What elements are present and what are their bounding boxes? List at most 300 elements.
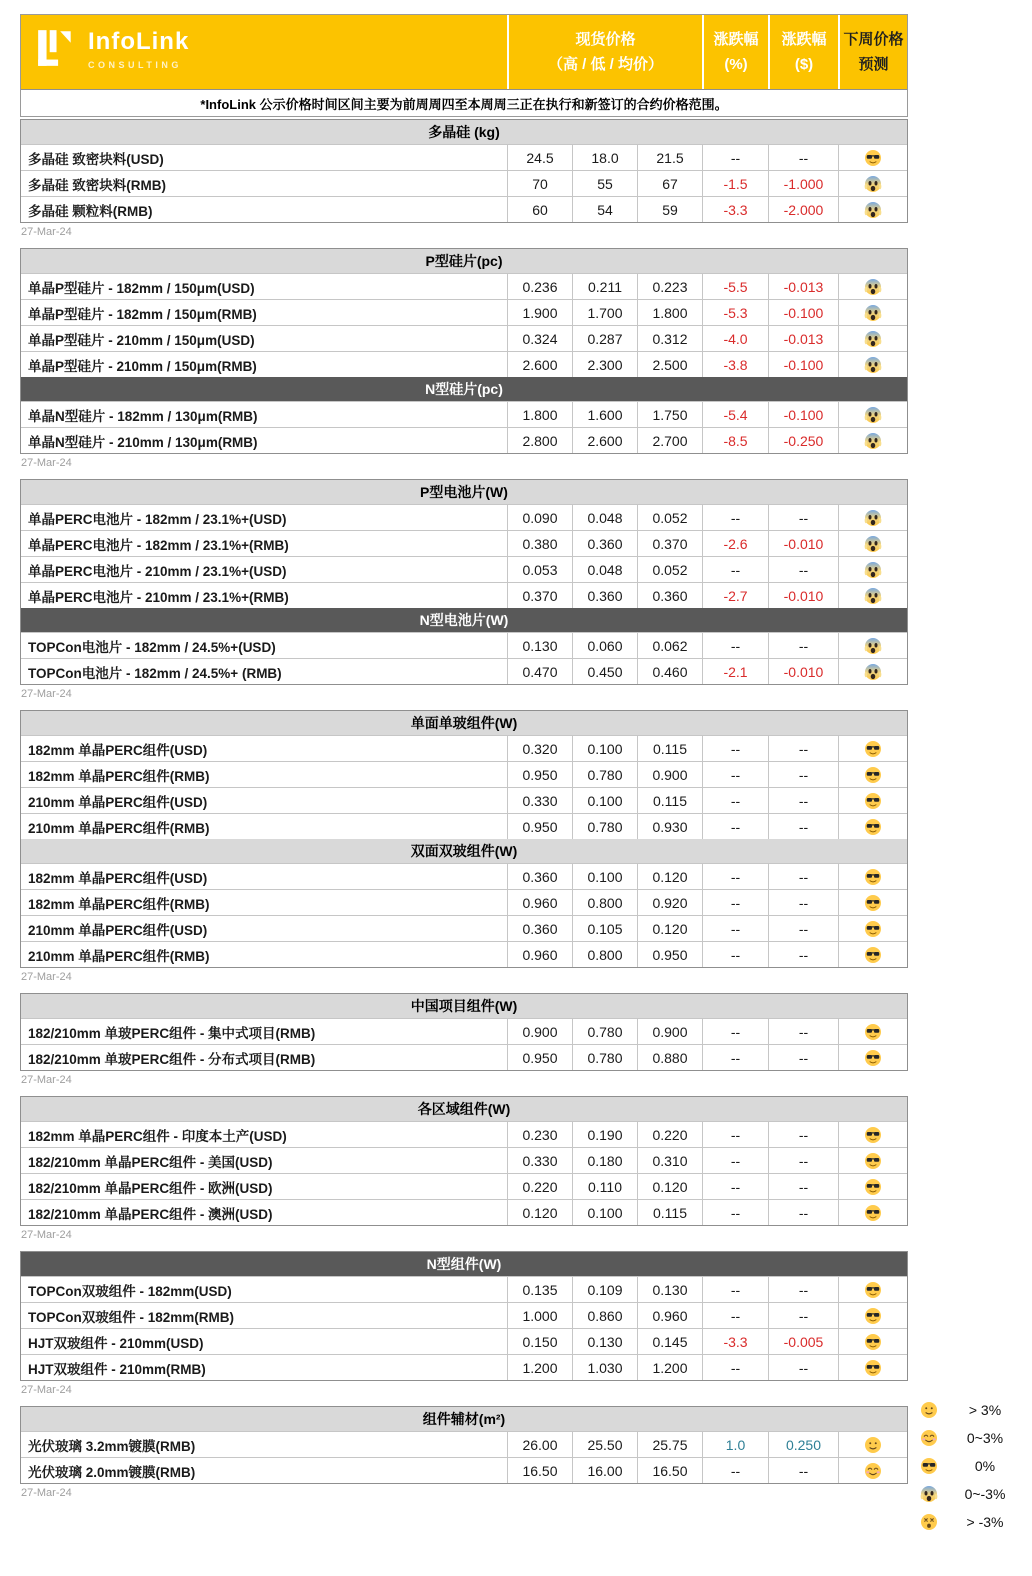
- table-row: [21, 1457, 907, 1483]
- forecast-cell: [838, 326, 907, 351]
- price-high: 0.330: [507, 788, 572, 813]
- change-pct: -2.1: [702, 659, 768, 684]
- legend-item: [920, 1480, 1030, 1508]
- product-label: 210mm 单晶PERC组件(USD): [28, 922, 208, 938]
- table-row: [21, 658, 907, 684]
- section-header: P型硅片(pc): [21, 249, 907, 273]
- forecast-cell: [838, 864, 907, 889]
- change-usd-line1: 涨跌幅: [781, 30, 827, 48]
- price-low: 2.300: [572, 352, 637, 377]
- product-label: 210mm 单晶PERC组件(USD): [28, 794, 208, 810]
- change-pct: --: [702, 557, 768, 582]
- disclaimer-note: *InfoLink 公示价格时间区间主要为前周周四至本周周三正在执行和新签订的合约价格范围。: [21, 89, 907, 116]
- price-high: 0.135: [507, 1277, 572, 1302]
- price-table: [20, 1251, 908, 1381]
- table-date: 27-Mar-24: [21, 1229, 72, 1241]
- price-low: 0.100: [572, 864, 637, 889]
- change-usd: --: [768, 557, 838, 582]
- price-avg: 0.930: [637, 814, 702, 839]
- table-row: [21, 1328, 907, 1354]
- product-label: 单晶P型硅片 - 182mm / 150μm(USD): [28, 280, 255, 296]
- forecast-cell: [838, 1277, 907, 1302]
- change-usd-line2: ($): [794, 56, 814, 73]
- price-low: 0.287: [572, 326, 637, 351]
- change-pct: -3.3: [702, 1329, 768, 1354]
- scream-emoji-icon: [864, 278, 882, 296]
- legend-label: 0~3%: [966, 1430, 1004, 1446]
- scream-emoji-icon: [864, 304, 882, 322]
- price-low: 0.780: [572, 762, 637, 787]
- section-header: N型硅片(pc): [21, 377, 907, 401]
- legend-label: > 3%: [968, 1402, 1002, 1418]
- product-label: TOPCon双玻组件 - 182mm(RMB): [28, 1309, 235, 1325]
- slight-smile-emoji-icon: [920, 1401, 940, 1419]
- price-high: 0.320: [507, 736, 572, 761]
- price-avg: 16.50: [637, 1458, 702, 1483]
- price-high: 0.900: [507, 1019, 572, 1044]
- section-header: 多晶硅 (kg): [21, 120, 907, 144]
- table-row: [21, 1121, 907, 1147]
- price-avg: 0.960: [637, 1303, 702, 1328]
- change-usd: --: [768, 890, 838, 915]
- price-avg: 0.115: [637, 788, 702, 813]
- price-table: [20, 710, 908, 968]
- spot-price-line1: 现货价格: [575, 30, 636, 48]
- price-avg: 2.700: [637, 428, 702, 453]
- price-tables-container: [20, 119, 910, 1499]
- table-row: [21, 299, 907, 325]
- forecast-cell: [838, 428, 907, 453]
- price-avg: 0.115: [637, 1200, 702, 1225]
- product-label: 单晶N型硅片 - 182mm / 130μm(RMB): [28, 408, 258, 424]
- price-avg: 0.370: [637, 531, 702, 556]
- legend-item: [920, 1508, 1030, 1536]
- table-date: 27-Mar-24: [21, 688, 72, 700]
- price-low: 0.100: [572, 1200, 637, 1225]
- price-avg: 2.500: [637, 352, 702, 377]
- forecast-cell: [838, 890, 907, 915]
- scream-emoji-icon: [864, 330, 882, 348]
- change-pct: --: [702, 633, 768, 658]
- price-high: 0.120: [507, 1200, 572, 1225]
- price-high: 1.200: [507, 1355, 572, 1380]
- forecast-cell: [838, 788, 907, 813]
- forecast-cell: [838, 402, 907, 427]
- forecast-cell: [838, 197, 907, 222]
- table-row: [21, 273, 907, 299]
- price-low: 0.780: [572, 1019, 637, 1044]
- table-row: [21, 427, 907, 453]
- change-usd: -0.100: [768, 402, 838, 427]
- sunglasses-emoji-icon: [864, 818, 882, 836]
- table-row: [21, 813, 907, 839]
- forecast-cell: [838, 1019, 907, 1044]
- change-usd: --: [768, 736, 838, 761]
- price-avg: 0.220: [637, 1122, 702, 1147]
- price-high: 0.330: [507, 1148, 572, 1173]
- price-high: 2.600: [507, 352, 572, 377]
- change-pct: --: [702, 942, 768, 967]
- change-pct: -8.5: [702, 428, 768, 453]
- sunglasses-emoji-icon: [864, 740, 882, 758]
- table-row: [21, 632, 907, 658]
- change-usd: --: [768, 814, 838, 839]
- sunglasses-emoji-icon: [864, 1204, 882, 1222]
- price-high: 0.950: [507, 814, 572, 839]
- forecast-cell: [838, 352, 907, 377]
- price-avg: 67: [637, 171, 702, 196]
- logo: [21, 15, 507, 89]
- forecast-cell: [838, 1122, 907, 1147]
- price-low: 0.360: [572, 583, 637, 608]
- table-row: [21, 863, 907, 889]
- price-high: 0.370: [507, 583, 572, 608]
- product-label: 单晶PERC电池片 - 182mm / 23.1%+(USD): [28, 511, 287, 527]
- table-row: [21, 1354, 907, 1380]
- table-row: [21, 735, 907, 761]
- column-header-change-usd: [768, 15, 838, 89]
- change-pct: -3.3: [702, 197, 768, 222]
- price-high: 0.236: [507, 274, 572, 299]
- price-avg: 0.052: [637, 557, 702, 582]
- product-label: 单晶P型硅片 - 210mm / 150μm(USD): [28, 332, 255, 348]
- price-low: 0.360: [572, 531, 637, 556]
- change-pct-line1: 涨跌幅: [713, 30, 759, 48]
- scream-emoji-icon: [864, 509, 882, 527]
- forecast-cell: [838, 736, 907, 761]
- table-date: 27-Mar-24: [21, 1074, 72, 1086]
- change-usd: 0.250: [768, 1432, 838, 1457]
- price-high: 70: [507, 171, 572, 196]
- product-label: 光伏玻璃 2.0mm镀膜(RMB): [28, 1464, 196, 1480]
- price-avg: 0.120: [637, 864, 702, 889]
- table-date: 27-Mar-24: [21, 1487, 72, 1499]
- forecast-cell: [838, 583, 907, 608]
- change-usd: --: [768, 1277, 838, 1302]
- sunglasses-emoji-icon: [864, 1023, 882, 1041]
- change-pct: --: [702, 1355, 768, 1380]
- price-table: [20, 119, 908, 223]
- forecast-cell: [838, 505, 907, 530]
- scream-emoji-icon: [864, 201, 882, 219]
- price-table: [20, 1096, 908, 1226]
- sunglasses-emoji-icon: [864, 1281, 882, 1299]
- change-pct: --: [702, 505, 768, 530]
- forecast-cell: [838, 1200, 907, 1225]
- scream-emoji-icon: [864, 663, 882, 681]
- forecast-cell: [838, 814, 907, 839]
- spot-price-line2: （高 / 低 / 均价）: [547, 56, 663, 73]
- section-header: 单面单玻组件(W): [21, 711, 907, 735]
- price-low: 0.048: [572, 557, 637, 582]
- product-label: HJT双玻组件 - 210mm(RMB): [28, 1361, 206, 1377]
- table-date: 27-Mar-24: [21, 971, 72, 983]
- price-avg: 25.75: [637, 1432, 702, 1457]
- smile-emoji-icon: [864, 1462, 882, 1480]
- price-high: 1.900: [507, 300, 572, 325]
- legend-item: [920, 1396, 1030, 1424]
- table-row: [21, 196, 907, 222]
- sunglasses-emoji-icon: [864, 1307, 882, 1325]
- price-avg: 0.310: [637, 1148, 702, 1173]
- sunglasses-emoji-icon: [864, 1126, 882, 1144]
- section-header: N型组件(W): [21, 1252, 907, 1276]
- product-label: TOPCon电池片 - 182mm / 24.5%+(USD): [28, 639, 276, 655]
- price-low: 0.190: [572, 1122, 637, 1147]
- change-usd: --: [768, 942, 838, 967]
- column-header-forecast: [838, 15, 907, 89]
- price-table: [20, 479, 908, 685]
- table-row: [21, 325, 907, 351]
- change-usd: --: [768, 1200, 838, 1225]
- price-avg: 0.052: [637, 505, 702, 530]
- price-high: 1.000: [507, 1303, 572, 1328]
- price-high: 0.220: [507, 1174, 572, 1199]
- price-high: 16.50: [507, 1458, 572, 1483]
- price-avg: 0.130: [637, 1277, 702, 1302]
- product-label: 多晶硅 颗粒料(RMB): [28, 203, 153, 219]
- forecast-cell: [838, 145, 907, 170]
- scream-emoji-icon: [864, 561, 882, 579]
- slight-smile-emoji-icon: [864, 1436, 882, 1454]
- brand-text: [88, 30, 189, 73]
- sunglasses-emoji-icon: [864, 1152, 882, 1170]
- product-label: 单晶P型硅片 - 182mm / 150μm(RMB): [28, 306, 257, 322]
- column-header-change-pct: [702, 15, 768, 89]
- price-low: 55: [572, 171, 637, 196]
- sunglasses-emoji-icon: [864, 946, 882, 964]
- table-date: 27-Mar-24: [21, 226, 72, 238]
- price-low: 0.780: [572, 814, 637, 839]
- change-pct: -4.0: [702, 326, 768, 351]
- forecast-cell: [838, 1329, 907, 1354]
- sunglasses-emoji-icon: [864, 792, 882, 810]
- change-pct: --: [702, 864, 768, 889]
- change-usd: --: [768, 1045, 838, 1070]
- price-high: 0.950: [507, 762, 572, 787]
- change-pct: 1.0: [702, 1432, 768, 1457]
- table-row: [21, 1431, 907, 1457]
- price-avg: 0.950: [637, 942, 702, 967]
- section-header: 中国项目组件(W): [21, 994, 907, 1018]
- price-high: 0.470: [507, 659, 572, 684]
- change-usd: -0.010: [768, 531, 838, 556]
- change-pct-line2: (%): [724, 56, 748, 73]
- price-avg: 0.223: [637, 274, 702, 299]
- change-usd: -1.000: [768, 171, 838, 196]
- change-usd: --: [768, 1355, 838, 1380]
- scream-emoji-icon: [864, 432, 882, 450]
- change-pct: --: [702, 814, 768, 839]
- scream-emoji-icon: [864, 175, 882, 193]
- table-row: [21, 504, 907, 530]
- sunglasses-emoji-icon: [864, 766, 882, 784]
- price-low: 18.0: [572, 145, 637, 170]
- scream-emoji-icon: [864, 587, 882, 605]
- product-label: 182mm 单晶PERC组件(RMB): [28, 768, 210, 784]
- table-row: [21, 915, 907, 941]
- change-pct: --: [702, 1122, 768, 1147]
- price-high: 24.5: [507, 145, 572, 170]
- table-row: [21, 1276, 907, 1302]
- price-high: 0.960: [507, 942, 572, 967]
- change-pct: --: [702, 1045, 768, 1070]
- price-low: 2.600: [572, 428, 637, 453]
- change-pct: --: [702, 1174, 768, 1199]
- change-pct: -5.3: [702, 300, 768, 325]
- product-label: 多晶硅 致密块料(RMB): [28, 177, 166, 193]
- price-low: 0.100: [572, 788, 637, 813]
- price-low: 0.800: [572, 890, 637, 915]
- change-pct: --: [702, 1458, 768, 1483]
- change-usd: --: [768, 505, 838, 530]
- change-usd: --: [768, 916, 838, 941]
- change-usd: --: [768, 633, 838, 658]
- price-low: 1.030: [572, 1355, 637, 1380]
- forecast-cell: [838, 274, 907, 299]
- forecast-cell: [838, 633, 907, 658]
- price-avg: 1.200: [637, 1355, 702, 1380]
- table-row: [21, 144, 907, 170]
- price-low: 1.600: [572, 402, 637, 427]
- change-pct: --: [702, 1200, 768, 1225]
- legend-item: [920, 1452, 1030, 1480]
- change-pct: --: [702, 788, 768, 813]
- change-usd: --: [768, 1148, 838, 1173]
- infolink-logo-icon: [35, 27, 77, 78]
- column-header-spot-price: [507, 15, 702, 89]
- table-row: [21, 941, 907, 967]
- change-usd: -0.013: [768, 326, 838, 351]
- product-label: HJT双玻组件 - 210mm(USD): [28, 1335, 204, 1351]
- table-date: 27-Mar-24: [21, 1384, 72, 1396]
- forecast-cell: [838, 1148, 907, 1173]
- price-avg: 0.115: [637, 736, 702, 761]
- change-usd: --: [768, 788, 838, 813]
- change-usd: --: [768, 864, 838, 889]
- price-high: 26.00: [507, 1432, 572, 1457]
- price-table: [20, 1406, 908, 1484]
- price-high: 0.090: [507, 505, 572, 530]
- change-usd: -0.100: [768, 352, 838, 377]
- price-high: 0.380: [507, 531, 572, 556]
- forecast-cell: [838, 1045, 907, 1070]
- product-label: TOPCon双玻组件 - 182mm(USD): [28, 1283, 232, 1299]
- price-avg: 59: [637, 197, 702, 222]
- product-label: 182/210mm 单晶PERC组件 - 澳洲(USD): [28, 1206, 273, 1222]
- change-usd: -0.010: [768, 583, 838, 608]
- scream-emoji-icon: [864, 356, 882, 374]
- change-pct: --: [702, 736, 768, 761]
- change-usd: -0.010: [768, 659, 838, 684]
- price-low: 0.110: [572, 1174, 637, 1199]
- table-row: [21, 1018, 907, 1044]
- price-avg: 0.880: [637, 1045, 702, 1070]
- forecast-cell: [838, 1303, 907, 1328]
- change-usd: -0.250: [768, 428, 838, 453]
- table-date: 27-Mar-24: [21, 457, 72, 469]
- price-low: 0.105: [572, 916, 637, 941]
- section-header: P型电池片(W): [21, 480, 907, 504]
- change-usd: --: [768, 1122, 838, 1147]
- price-low: 0.800: [572, 942, 637, 967]
- scream-emoji-icon: [864, 637, 882, 655]
- price-high: 0.324: [507, 326, 572, 351]
- table-row: [21, 170, 907, 196]
- forecast-cell: [838, 1355, 907, 1380]
- change-pct: --: [702, 890, 768, 915]
- change-pct: --: [702, 762, 768, 787]
- forecast-cell: [838, 1174, 907, 1199]
- change-usd: -0.013: [768, 274, 838, 299]
- table-row: [21, 351, 907, 377]
- section-header: 双面双玻组件(W): [21, 839, 907, 863]
- product-label: 单晶PERC电池片 - 210mm / 23.1%+(USD): [28, 563, 287, 579]
- smile-emoji-icon: [920, 1429, 940, 1447]
- change-pct: -3.8: [702, 352, 768, 377]
- price-avg: 0.900: [637, 1019, 702, 1044]
- price-high: 60: [507, 197, 572, 222]
- change-usd: -2.000: [768, 197, 838, 222]
- forecast-cell: [838, 1458, 907, 1483]
- forecast-cell: [838, 1432, 907, 1457]
- forecast-cell: [838, 300, 907, 325]
- price-low: 0.109: [572, 1277, 637, 1302]
- price-low: 0.211: [572, 274, 637, 299]
- product-label: 182/210mm 单玻PERC组件 - 集中式项目(RMB): [28, 1025, 316, 1041]
- product-label: 182/210mm 单晶PERC组件 - 欧洲(USD): [28, 1180, 273, 1196]
- product-label: 单晶PERC电池片 - 182mm / 23.1%+(RMB): [28, 537, 289, 553]
- table-row: [21, 1199, 907, 1225]
- price-table: [20, 248, 908, 454]
- price-avg: 0.062: [637, 633, 702, 658]
- price-avg: 0.120: [637, 1174, 702, 1199]
- price-high: 0.960: [507, 890, 572, 915]
- price-low: 16.00: [572, 1458, 637, 1483]
- price-high: 2.800: [507, 428, 572, 453]
- section-header: N型电池片(W): [21, 608, 907, 632]
- change-pct: -1.5: [702, 171, 768, 196]
- forecast-line1: 下周价格: [843, 30, 904, 48]
- price-high: 0.360: [507, 864, 572, 889]
- header-row: [21, 15, 907, 89]
- forecast-cell: [838, 557, 907, 582]
- change-pct: --: [702, 916, 768, 941]
- change-usd: -0.005: [768, 1329, 838, 1354]
- price-avg: 0.360: [637, 583, 702, 608]
- sunglasses-emoji-icon: [864, 868, 882, 886]
- section-header: 组件辅材(m²): [21, 1407, 907, 1431]
- product-label: 210mm 单晶PERC组件(RMB): [28, 948, 210, 964]
- sunglasses-emoji-icon: [864, 1049, 882, 1067]
- change-usd: --: [768, 145, 838, 170]
- legend-label: 0~-3%: [964, 1486, 1006, 1502]
- price-low: 0.130: [572, 1329, 637, 1354]
- product-label: TOPCon电池片 - 182mm / 24.5%+ (RMB): [28, 665, 282, 681]
- price-high: 0.360: [507, 916, 572, 941]
- forecast-cell: [838, 916, 907, 941]
- sunglasses-emoji-icon: [864, 1359, 882, 1377]
- table-row: [21, 556, 907, 582]
- price-high: 1.800: [507, 402, 572, 427]
- price-low: 0.860: [572, 1303, 637, 1328]
- price-avg: 0.460: [637, 659, 702, 684]
- table-row: [21, 787, 907, 813]
- table-row: [21, 1147, 907, 1173]
- product-label: 单晶N型硅片 - 210mm / 130μm(RMB): [28, 434, 258, 450]
- scream-emoji-icon: [864, 406, 882, 424]
- price-low: 54: [572, 197, 637, 222]
